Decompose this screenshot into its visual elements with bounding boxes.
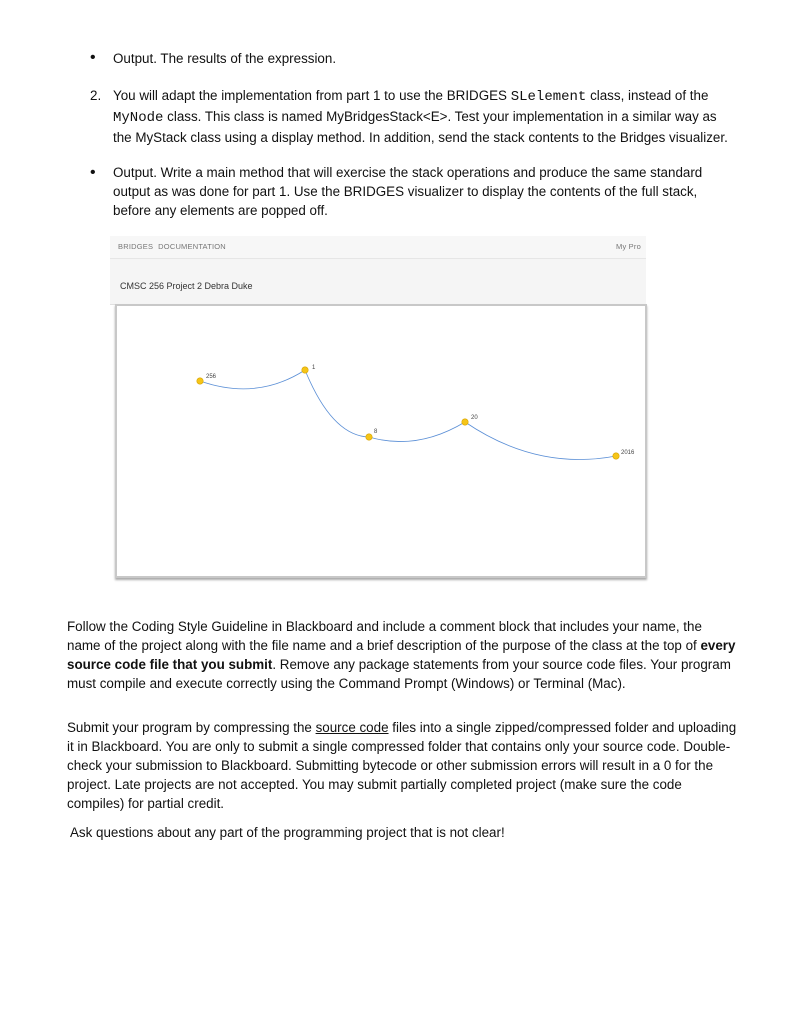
bullet-text: Output. Write a main method that will exercise the stack operations and produce the same standard output as was done for part 1. Use the BRIDGES visualizer to display the contents of the full stack, before any elements are popped off.	[113, 165, 703, 218]
node-label: 256	[206, 374, 217, 380]
item2-paragraph	[113, 86, 733, 147]
nav-links	[118, 242, 231, 251]
list-node[interactable]	[302, 367, 308, 373]
para3-text: Ask questions about any part of the programming project that is not clear!	[70, 825, 505, 840]
bullet-text: Output. The results of the expression.	[113, 51, 337, 66]
link-edge	[465, 422, 616, 460]
item2-text-c: class. This class is named MyBridgesStack<E>. Test your implementation in a similar way as the MyStack class using a display method. In addition, send the stack contents to the Bridges visualizer.	[113, 109, 728, 145]
code-slelement: SLelement	[510, 89, 587, 105]
node-label: 20	[471, 415, 478, 421]
item2-text-b: class, instead of the	[586, 88, 709, 103]
para2-text-b: files into a single zipped/compressed folder and uploading it in Blackboard. You are only to submit a single compressed folder that contains only your source code. Double-check your submission to Blackboard. Submitting bytecode or other submission errors will result in a 0 for the project. Late projects are not accepted. You may submit partially completed project (make sure the code compiles) for partial credit.	[67, 720, 737, 811]
item2-text-a: You will adapt the implementation from part 1 to use the BRIDGES	[113, 88, 511, 103]
bullet-output-results	[113, 49, 733, 68]
visualization-title-bar	[110, 259, 646, 305]
list-node[interactable]	[366, 434, 372, 440]
link-edge	[369, 422, 465, 442]
para2-underline: source code	[315, 720, 389, 735]
node-label: 8	[374, 429, 378, 435]
list-node[interactable]	[197, 378, 203, 384]
list-number: 2.	[90, 88, 102, 103]
para1-text-b: . Remove any package statements from your source code files. Your program must compile and execute correctly using the Command Prompt (Windows) or Terminal (Mac).	[67, 657, 731, 691]
bullet-marker: •	[90, 49, 96, 66]
visualization-title: CMSC 256 Project 2 Debra Duke	[120, 281, 253, 291]
node-label: 2016	[621, 450, 635, 456]
nav-my-projects-link[interactable]: My Pro	[616, 242, 641, 251]
visualization-canvas[interactable]	[115, 304, 647, 578]
questions-paragraph	[70, 823, 740, 842]
coding-style-paragraph	[67, 617, 737, 693]
stack-graph	[117, 306, 645, 576]
bridges-screenshot	[110, 236, 646, 580]
nav-documentation-link[interactable]: DOCUMENTATION	[158, 242, 226, 251]
para1-text-a: Follow the Coding Style Guideline in Blackboard and include a comment block that includes your name, the name of the project along with the file name and a brief description of the purpose of the class at the top of	[67, 619, 702, 653]
bullet-marker: •	[90, 164, 96, 181]
submission-paragraph	[67, 718, 737, 813]
para2-text-a: Submit your program by compressing the	[67, 720, 316, 735]
node-label: 1	[312, 365, 316, 371]
link-edge	[305, 370, 369, 437]
para1-bold: every source code file that you submit	[67, 638, 736, 672]
bridges-top-nav	[110, 236, 646, 259]
nav-bridges-link[interactable]: BRIDGES	[118, 242, 154, 251]
code-mynode: MyNode	[113, 110, 164, 126]
list-node[interactable]	[613, 453, 619, 459]
list-node[interactable]	[462, 419, 468, 425]
bullet-output-main	[113, 163, 733, 220]
